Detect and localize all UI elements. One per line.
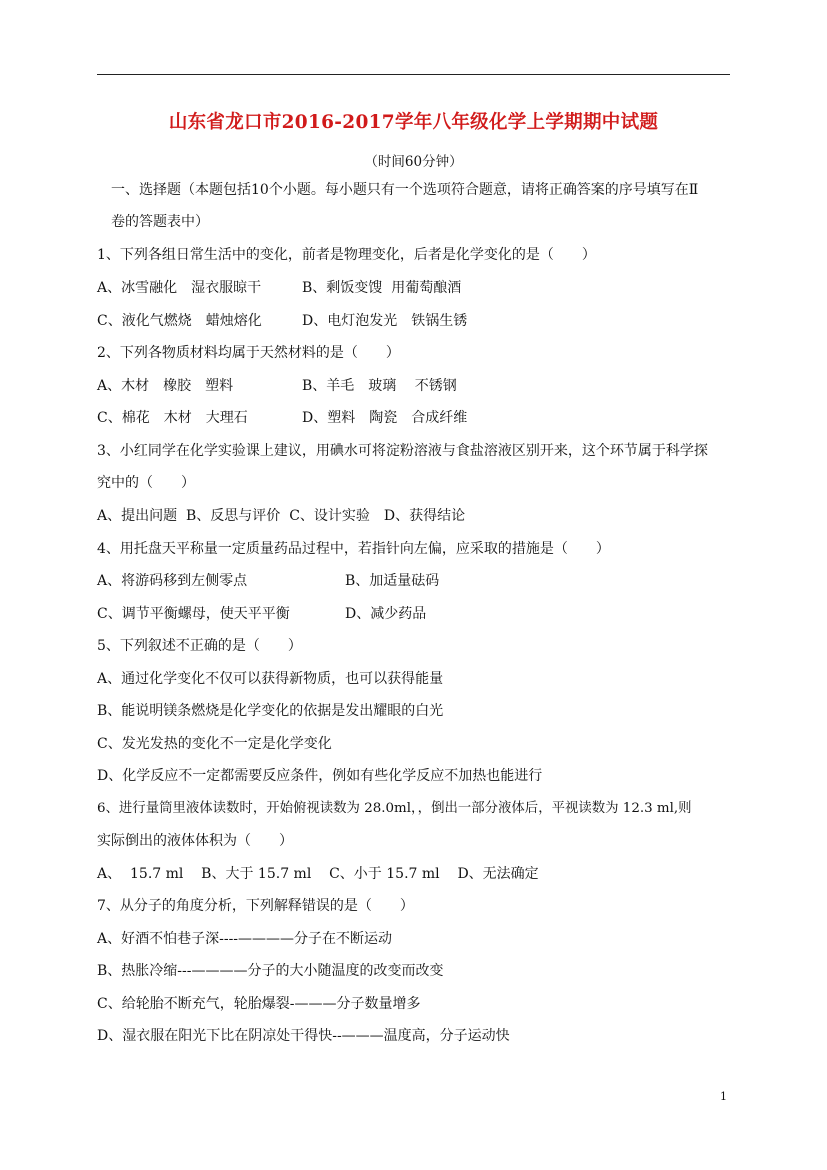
q1-option-a: A、冰雪融化 湿衣服晾干	[97, 280, 262, 296]
q1-stem: 1、下列各组日常生活中的变化，前者是物理变化，后者是化学变化的是（ ）	[97, 247, 596, 263]
section-intro-line1: 一、选择题（本题包括10个小题。每小题只有一个选项符合题意，请将正确答案的序号填写在Ⅱ	[97, 182, 699, 198]
q2-stem: 2、下列各物质材料均属于天然材料的是（ ）	[97, 345, 400, 361]
q7-stem: 7、从分子的角度分析，下列解释错误的是（ ）	[97, 898, 414, 914]
q5-option-a: A、通过化学变化不仅可以获得新物质，也可以获得能量	[97, 671, 444, 687]
q5-option-d: D、化学反应不一定都需要反应条件，例如有些化学反应不加热也能进行	[97, 768, 543, 784]
q7-option-d: D、湿衣服在阳光下比在阴凉处干得快--———温度高，分子运动快	[97, 1028, 510, 1044]
exam-time: （时间60分钟）	[364, 154, 463, 170]
q1-option-c: C、液化气燃烧 蜡烛熔化	[97, 313, 262, 329]
q2-option-c: C、棉花 木材 大理石	[97, 410, 248, 426]
q6-stem-line2: 实际倒出的液体体积为（ ）	[97, 833, 293, 849]
q6-stem-line1: 6、进行量筒里液体读数时，开始俯视读数为 28.0ml，，倒出一部分液体后，平视读数为 12.3 ml,则	[97, 801, 692, 816]
header-rule	[97, 74, 730, 75]
q4-option-b: B、加适量砝码	[345, 573, 440, 589]
q5-option-c: C、发光发热的变化不一定是化学变化	[97, 736, 332, 752]
q4-option-c: C、调节平衡螺母，使天平平衡	[97, 606, 290, 622]
q4-stem: 4、用托盘天平称量一定质量药品过程中，若指针向左偏，应采取的措施是（ ）	[97, 541, 610, 557]
page-number: 1	[720, 1090, 727, 1103]
q4-option-d: D、减少药品	[345, 606, 427, 622]
q7-option-b: B、热胀冷缩---————分子的大小随温度的改变而改变	[97, 963, 444, 979]
q2-option-d: D、塑料 陶瓷 合成纤维	[302, 410, 468, 426]
q7-option-c: C、给轮胎不断充气，轮胎爆裂-———分子数量增多	[97, 996, 421, 1012]
section-intro-line2: 卷的答题表中）	[97, 214, 209, 230]
q5-stem: 5、下列叙述不正确的是（ ）	[97, 638, 302, 654]
q2-option-b: B、羊毛 玻璃 不锈钢	[302, 378, 457, 394]
q3-stem-line1: 3、小红同学在化学实验课上建议，用碘水可将淀粉溶液与食盐溶液区别开来，这个环节属于科学探	[97, 443, 708, 459]
exam-title: 山东省龙口市2016-2017学年八年级化学上学期期中试题	[168, 112, 659, 133]
q4-option-a: A、将游码移到左侧零点	[97, 573, 248, 589]
q1-option-d: D、电灯泡发光 铁锅生锈	[302, 313, 468, 329]
q5-option-b: B、能说明镁条燃烧是化学变化的依据是发出耀眼的白光	[97, 703, 444, 719]
q2-option-a: A、木材 橡胶 塑料	[97, 378, 234, 394]
q1-option-b: B、剩饭变馊 用葡萄酿酒	[302, 280, 462, 296]
q6-options: A、 15.7 ml B、大于 15.7 ml C、小于 15.7 ml D、无法确定	[97, 866, 539, 882]
q3-stem-line2: 究中的（ ）	[97, 475, 195, 491]
q7-option-a: A、好酒不怕巷子深----————分子在不断运动	[97, 931, 393, 947]
q3-options: A、提出问题 B、反思与评价 C、设计实验 D、获得结论	[97, 508, 466, 524]
